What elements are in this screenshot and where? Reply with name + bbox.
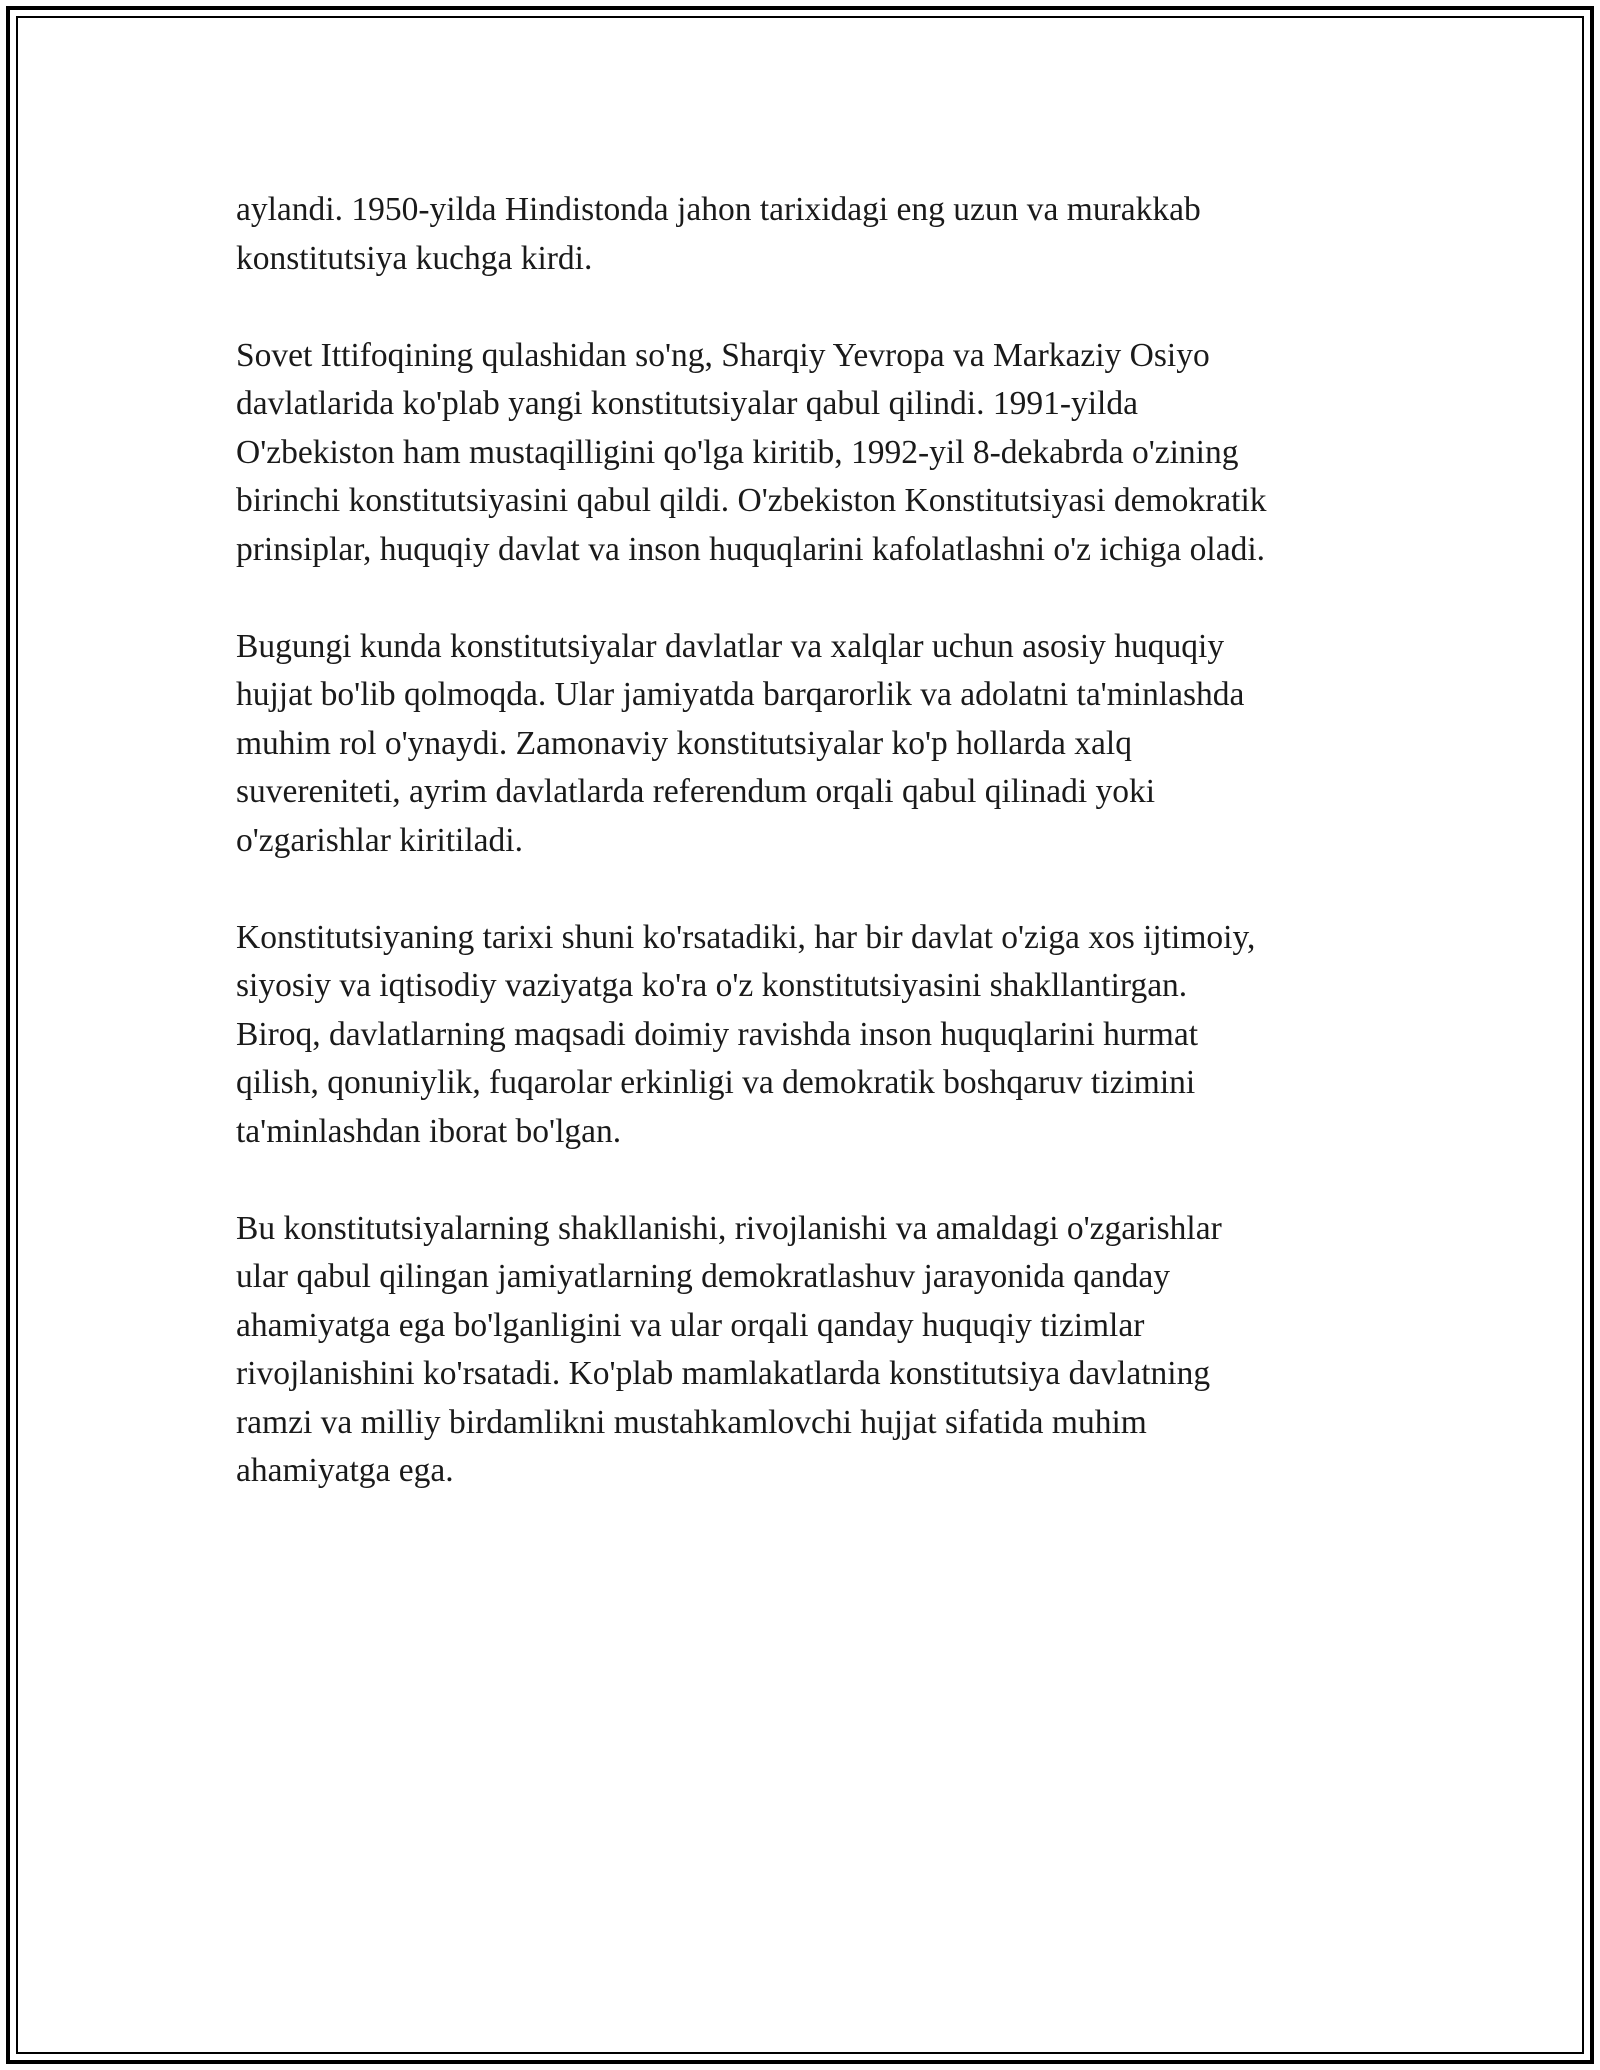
text-line: birinchi konstitutsiyasini qabul qildi. O'zbekiston Konstitutsiyasi demokratik xyxy=(236,482,1267,519)
text-line: Bugungi kunda konstitutsiyalar davlatlar va xalqlar uchun asosiy huquqiy xyxy=(236,627,1225,665)
text-line: ahamiyatga ega. xyxy=(236,1452,454,1489)
document-body xyxy=(236,186,1406,1544)
text-line: rivojlanishini ko'rsatadi. Ko'plab mamlakatlarda konstitutsiya davlatning xyxy=(236,1355,1211,1392)
paragraph-3 xyxy=(236,623,1406,866)
text-line: ahamiyatga ega bo'lganligini va ular orqali qanday huquqiy tizimlar xyxy=(236,1306,1145,1344)
text-line: qilish, qonuniylik, fuqarolar erkinligi va demokratik boshqaruv tizimini xyxy=(236,1064,1196,1101)
text-line: prinsiplar, huquqiy davlat va inson huquqlarini kafolatlashni o'z ichiga oladi. xyxy=(236,530,1266,568)
text-line: siyosiy va iqtisodiy vaziyatga ko'ra o'z konstitutsiyasini shakllantirgan. xyxy=(236,967,1188,1004)
text-line: suvereniteti, ayrim davlatlarda referendum orqali qabul qilinadi yoki xyxy=(236,773,1156,810)
text-line: ta'minlashdan iborat bo'lgan. xyxy=(236,1112,622,1150)
text-line: Sovet Ittifoqining qulashidan so'ng, Sharqiy Yevropa va Markaziy Osiyo xyxy=(236,336,1210,374)
paragraph-5 xyxy=(236,1205,1406,1496)
text-line: Konstitutsiyaning tarixi shuni ko'rsatadiki, har bir davlat o'ziga xos ijtimoiy, xyxy=(236,918,1256,956)
text-line: Bu konstitutsiyalarning shakllanishi, rivojlanishi va amaldagi o'zgarishlar xyxy=(236,1209,1222,1247)
text-line: konstitutsiya kuchga kirdi. xyxy=(236,239,593,277)
text-line: Biroq, davlatlarning maqsadi doimiy ravishda inson huquqlarini hurmat xyxy=(236,1015,1199,1053)
text-line: hujjat bo'lib qolmoqda. Ular jamiyatda barqarorlik va adolatni ta'minlashda xyxy=(236,676,1245,713)
text-line: O'zbekiston ham mustaqilligini qo'lga kiritib, 1992-yil 8-dekabrda o'zining xyxy=(236,433,1239,471)
text-line: muhim rol o'ynaydi. Zamonaviy konstitutsiyalar ko'p hollarda xalq xyxy=(236,724,1132,762)
paragraph-4 xyxy=(236,914,1406,1157)
paragraph-2 xyxy=(236,332,1406,575)
text-line: davlatlarida ko'plab yangi konstitutsiyalar qabul qilindi. 1991-yilda xyxy=(236,385,1138,422)
text-line: ular qabul qilingan jamiyatlarning demokratlashuv jarayonida qanday xyxy=(236,1258,1170,1295)
text-line: o'zgarishlar kiritiladi. xyxy=(236,821,523,859)
text-line: ramzi va milliy birdamlikni mustahkamlovchi hujjat sifatida muhim xyxy=(236,1403,1147,1441)
text-line: aylandi. 1950-yilda Hindistonda jahon tarixidagi eng uzun va murakkab xyxy=(236,191,1201,228)
paragraph-1 xyxy=(236,186,1406,283)
